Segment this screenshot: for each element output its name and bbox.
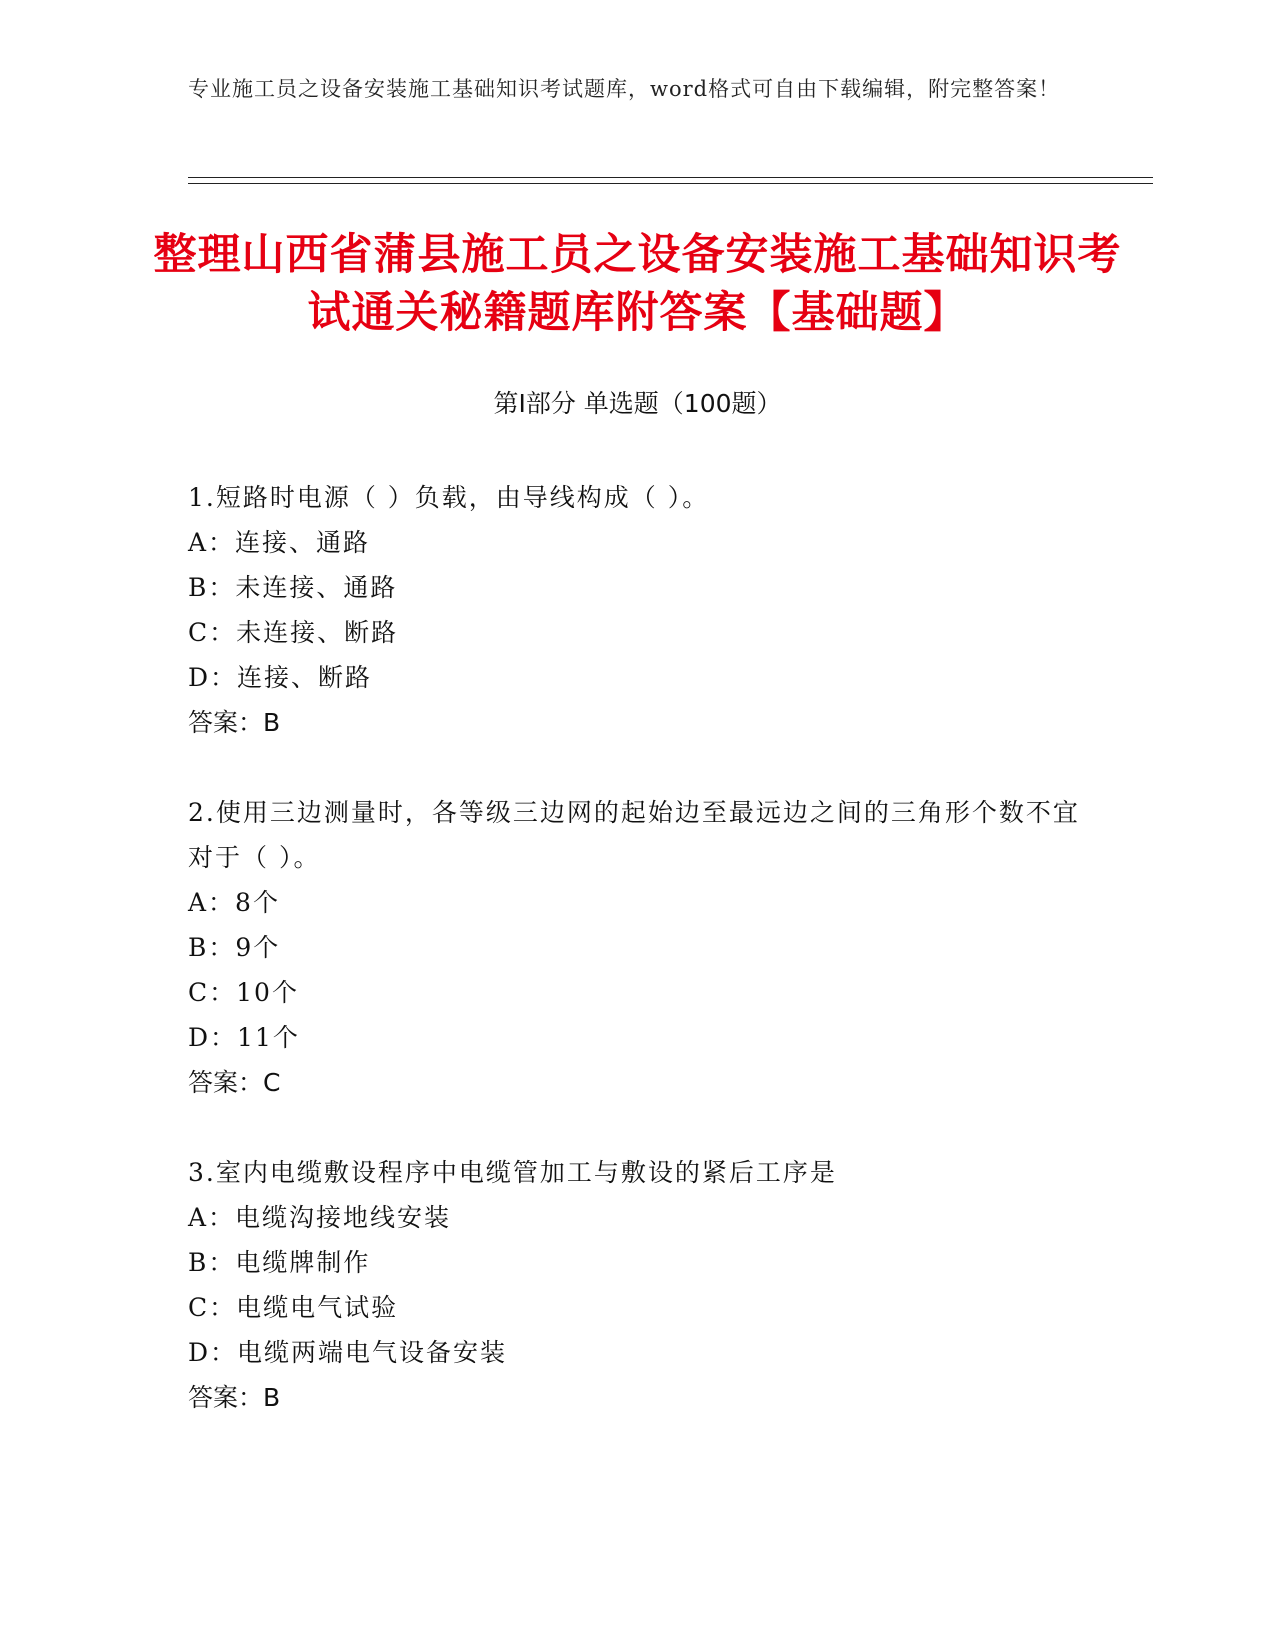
question-list	[188, 475, 1088, 1465]
option-c: C：未连接、断路	[188, 618, 399, 647]
header-divider-top	[188, 177, 1153, 178]
question-stem: 2.使用三边测量时，各等级三边网的起始边至最远边之间的三角形个数不宜对于（ ）。	[188, 798, 1080, 872]
question-stem: 1.短路时电源（ ）负载，由导线构成（ ）。	[188, 483, 710, 512]
document-title: 整理山西省蒲县施工员之设备安装施工基础知识考试通关秘籍题库附答案【基础题】	[153, 230, 1122, 338]
answer: 答案：B	[188, 708, 281, 737]
option-d: D：11个	[188, 1023, 300, 1052]
header-note: 专业施工员之设备安装施工基础知识考试题库，word格式可自由下载编辑，附完整答案！	[188, 77, 1061, 101]
question-3	[188, 1150, 1088, 1420]
answer: 答案：C	[188, 1068, 281, 1097]
option-a: A：电缆沟接地线安装	[188, 1203, 452, 1232]
question-stem: 3.室内电缆敷设程序中电缆管加工与敷设的紧后工序是	[188, 1158, 837, 1187]
option-b: B：9个	[188, 933, 281, 962]
answer: 答案：B	[188, 1383, 281, 1412]
option-c: C：10个	[188, 978, 299, 1007]
option-d: D：连接、断路	[188, 663, 373, 692]
option-b: B：未连接、通路	[188, 573, 398, 602]
option-a: A：连接、通路	[188, 528, 371, 557]
option-c: C：电缆电气试验	[188, 1293, 399, 1322]
header-divider-bottom	[188, 183, 1153, 184]
question-1	[188, 475, 1088, 745]
option-a: A：8个	[188, 888, 280, 917]
option-b: B：电缆牌制作	[188, 1248, 371, 1277]
option-d: D：电缆两端电气设备安装	[188, 1338, 508, 1367]
question-2	[188, 790, 1088, 1105]
section-title: 第Ⅰ部分 单选题（100题）	[493, 389, 782, 418]
